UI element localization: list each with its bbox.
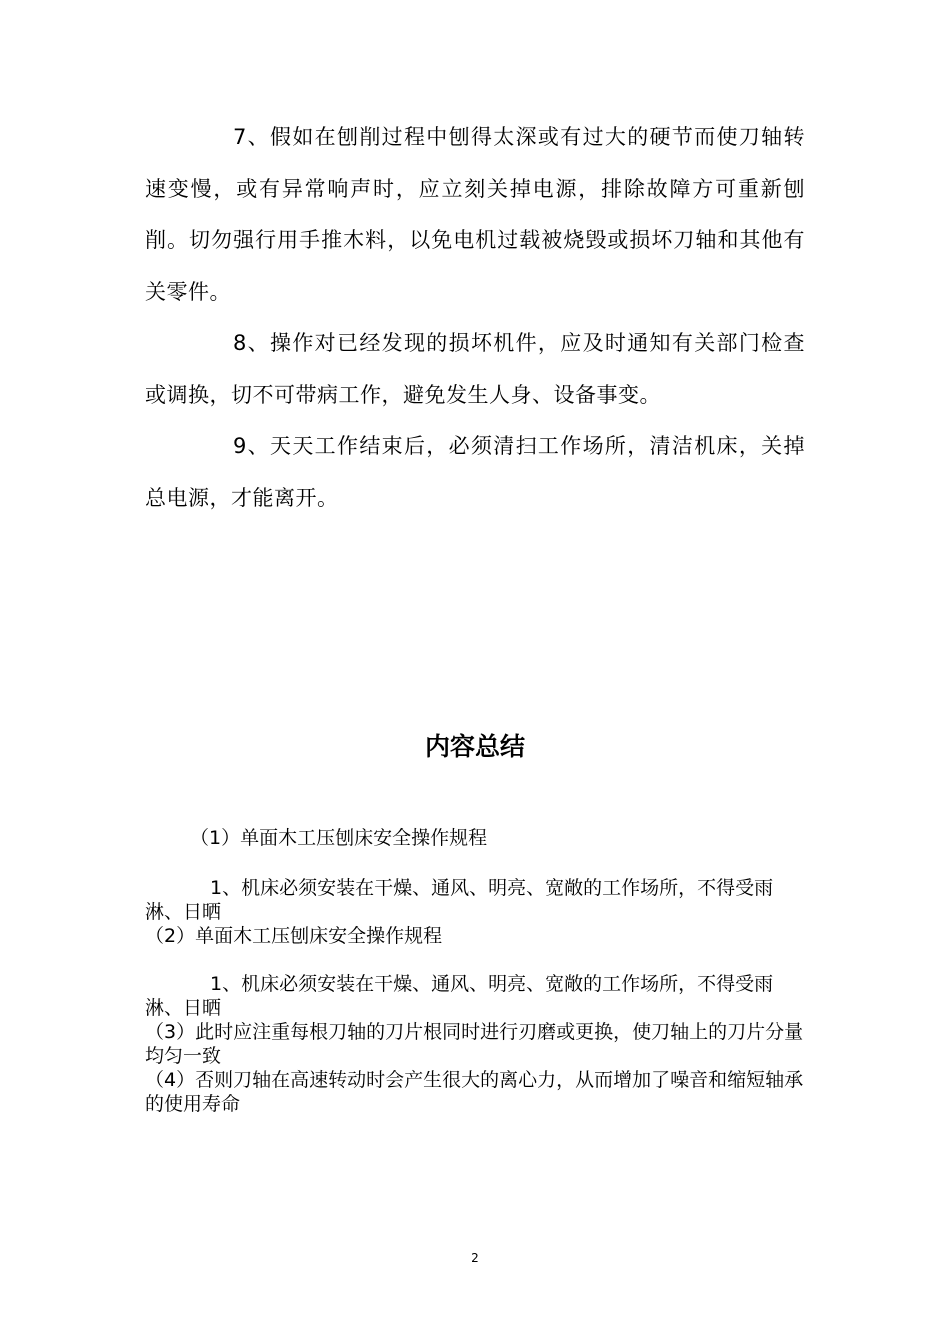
page-number: 2: [471, 1251, 479, 1265]
summary-item-2-heading: （2）单面木工压刨床安全操作规程: [145, 925, 443, 947]
summary-item-2-body: 1、机床必须安装在干燥、通风、明亮、宽敞的工作场所，不得受雨淋、日晒: [145, 973, 774, 1019]
summary-section: [145, 826, 805, 1116]
rule-7: 7、假如在刨削过程中刨得太深或有过大的硬节而使刀轴转速变慢，或有异常响声时，应立刻关掉电源，排除故障方可重新刨削。切勿强行用手推木料，以免电机过载被烧毁或损坏刀轴和其他有关零件。: [145, 125, 805, 304]
summary-item-1-heading: （1）单面木工压刨床安全操作规程: [190, 827, 488, 849]
rule-8: 8、操作对已经发现的损坏机件，应及时通知有关部门检查或调换，切不可带病工作，避免发生人身、设备事变。: [145, 331, 805, 407]
summary-title: 内容总结: [424, 732, 525, 761]
summary-item-3: （3）此时应注重每根刀轴的刀片根同时进行刃磨或更换，使刀轴上的刀片分量均匀一致: [145, 1021, 804, 1067]
summary-item-1-body: 1、机床必须安装在干燥、通风、明亮、宽敞的工作场所，不得受雨淋、日晒: [145, 877, 774, 923]
rule-9: 9、天天工作结束后，必须清扫工作场所，清洁机床，关掉总电源，才能离开。: [145, 434, 805, 510]
safety-rules: [145, 112, 805, 524]
summary-item-4: （4）否则刀轴在高速转动时会产生很大的离心力，从而增加了噪音和缩短轴承的使用寿命: [145, 1069, 804, 1115]
